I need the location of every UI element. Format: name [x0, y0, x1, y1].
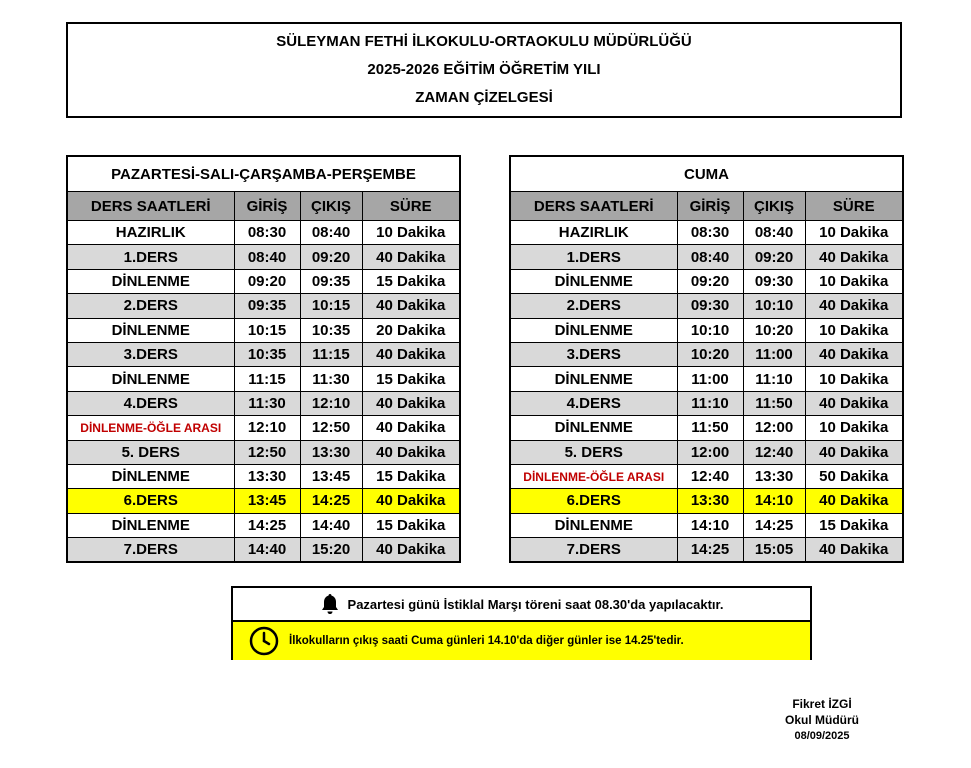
principal-role: Okul Müdürü	[785, 713, 859, 727]
duration-cell: 15 Dakika	[362, 513, 460, 537]
table-row	[510, 318, 903, 342]
lesson-cell: DİNLENME	[510, 318, 677, 342]
dismissal-note-text: İlkokulların çıkış saati Cuma günleri 14.10'da diğer günler ise 14.25'tedir.	[289, 635, 684, 647]
duration-cell: 15 Dakika	[362, 367, 460, 391]
lesson-cell: DİNLENME	[67, 318, 234, 342]
end-time-cell: 08:40	[300, 221, 362, 245]
duration-cell: 40 Dakika	[362, 538, 460, 563]
start-time-cell: 08:30	[677, 221, 743, 245]
end-time-cell: 14:10	[743, 489, 805, 513]
column-header-start: GİRİŞ	[234, 192, 300, 221]
start-time-cell: 11:30	[234, 391, 300, 415]
end-time-cell: 11:50	[743, 391, 805, 415]
end-time-cell: 15:05	[743, 538, 805, 563]
table-title: PAZARTESİ-SALI-ÇARŞAMBA-PERŞEMBE	[67, 156, 460, 192]
lesson-cell: DİNLENME	[510, 367, 677, 391]
lesson-cell: DİNLENME	[67, 513, 234, 537]
lesson-cell: DİNLENME-ÖĞLE ARASI	[67, 416, 234, 440]
start-time-cell: 13:30	[234, 464, 300, 488]
duration-cell: 40 Dakika	[362, 245, 460, 269]
lesson-cell: 2.DERS	[510, 294, 677, 318]
lesson-cell: HAZIRLIK	[510, 221, 677, 245]
end-time-cell: 11:10	[743, 367, 805, 391]
end-time-cell: 09:20	[300, 245, 362, 269]
table-row	[67, 489, 460, 513]
column-header-end: ÇIKIŞ	[743, 192, 805, 221]
duration-cell: 15 Dakika	[362, 464, 460, 488]
start-time-cell: 12:00	[677, 440, 743, 464]
lesson-cell: 4.DERS	[67, 391, 234, 415]
table-row	[510, 440, 903, 464]
lesson-cell: 1.DERS	[67, 245, 234, 269]
notes-box	[231, 586, 812, 660]
lesson-cell: DİNLENME	[67, 269, 234, 293]
end-time-cell: 13:30	[300, 440, 362, 464]
column-header-duration: SÜRE	[362, 192, 460, 221]
document-header	[66, 22, 902, 118]
table-row	[67, 391, 460, 415]
document-title: ZAMAN ÇİZELGESİ	[415, 89, 553, 106]
lesson-cell: DİNLENME	[67, 464, 234, 488]
start-time-cell: 12:10	[234, 416, 300, 440]
lesson-cell: DİNLENME-ÖĞLE ARASI	[510, 464, 677, 488]
start-time-cell: 10:15	[234, 318, 300, 342]
start-time-cell: 10:10	[677, 318, 743, 342]
lesson-cell: HAZIRLIK	[67, 221, 234, 245]
column-header-lesson: DERS SAATLERİ	[510, 192, 677, 221]
end-time-cell: 12:00	[743, 416, 805, 440]
duration-cell: 15 Dakika	[805, 513, 903, 537]
start-time-cell: 08:30	[234, 221, 300, 245]
table-row	[510, 391, 903, 415]
end-time-cell: 12:10	[300, 391, 362, 415]
end-time-cell: 11:30	[300, 367, 362, 391]
lesson-cell: DİNLENME	[510, 513, 677, 537]
column-header-duration: SÜRE	[805, 192, 903, 221]
duration-cell: 40 Dakika	[805, 440, 903, 464]
lesson-cell: 4.DERS	[510, 391, 677, 415]
end-time-cell: 13:30	[743, 464, 805, 488]
duration-cell: 40 Dakika	[805, 538, 903, 563]
start-time-cell: 12:40	[677, 464, 743, 488]
end-time-cell: 15:20	[300, 538, 362, 563]
start-time-cell: 08:40	[677, 245, 743, 269]
lesson-cell: 5. DERS	[67, 440, 234, 464]
duration-cell: 40 Dakika	[362, 416, 460, 440]
table-row	[510, 294, 903, 318]
table-row	[510, 269, 903, 293]
duration-cell: 50 Dakika	[805, 464, 903, 488]
duration-cell: 40 Dakika	[805, 342, 903, 366]
end-time-cell: 12:40	[743, 440, 805, 464]
duration-cell: 10 Dakika	[362, 221, 460, 245]
signature-date: 08/09/2025	[794, 730, 850, 742]
duration-cell: 15 Dakika	[362, 269, 460, 293]
start-time-cell: 09:20	[677, 269, 743, 293]
end-time-cell: 10:35	[300, 318, 362, 342]
academic-year: 2025-2026 EĞİTİM ÖĞRETİM YILI	[367, 61, 601, 78]
lesson-cell: 5. DERS	[510, 440, 677, 464]
signature-block	[762, 696, 882, 744]
table-row	[67, 440, 460, 464]
start-time-cell: 08:40	[234, 245, 300, 269]
table-row	[510, 489, 903, 513]
table-row	[67, 221, 460, 245]
start-time-cell: 09:30	[677, 294, 743, 318]
duration-cell: 20 Dakika	[362, 318, 460, 342]
lesson-cell: 7.DERS	[67, 538, 234, 563]
table-row	[510, 538, 903, 563]
duration-cell: 40 Dakika	[362, 391, 460, 415]
start-time-cell: 11:50	[677, 416, 743, 440]
table-row	[67, 538, 460, 563]
lesson-cell: 1.DERS	[510, 245, 677, 269]
table-row	[510, 367, 903, 391]
end-time-cell: 10:15	[300, 294, 362, 318]
anthem-note-text: Pazartesi günü İstiklal Marşı töreni saat 08.30'da yapılacaktır.	[347, 596, 724, 612]
table-row	[67, 294, 460, 318]
duration-cell: 40 Dakika	[805, 489, 903, 513]
end-time-cell: 09:20	[743, 245, 805, 269]
table-row	[67, 245, 460, 269]
duration-cell: 40 Dakika	[362, 342, 460, 366]
duration-cell: 10 Dakika	[805, 221, 903, 245]
table-row	[510, 416, 903, 440]
duration-cell: 40 Dakika	[805, 245, 903, 269]
clock-icon	[249, 626, 279, 656]
start-time-cell: 11:00	[677, 367, 743, 391]
end-time-cell: 13:45	[300, 464, 362, 488]
end-time-cell: 10:10	[743, 294, 805, 318]
column-header-start: GİRİŞ	[677, 192, 743, 221]
duration-cell: 10 Dakika	[805, 367, 903, 391]
table-row	[510, 513, 903, 537]
lesson-cell: 6.DERS	[67, 489, 234, 513]
schedule-table-friday	[509, 155, 904, 563]
start-time-cell: 14:25	[234, 513, 300, 537]
end-time-cell: 10:20	[743, 318, 805, 342]
lesson-cell: 7.DERS	[510, 538, 677, 563]
table-row	[67, 269, 460, 293]
lesson-cell: 3.DERS	[67, 342, 234, 366]
duration-cell: 40 Dakika	[805, 294, 903, 318]
end-time-cell: 09:30	[743, 269, 805, 293]
start-time-cell: 14:40	[234, 538, 300, 563]
table-row	[67, 416, 460, 440]
end-time-cell: 14:25	[743, 513, 805, 537]
anthem-note	[233, 588, 810, 622]
start-time-cell: 11:15	[234, 367, 300, 391]
dismissal-note	[233, 622, 810, 660]
school-name: SÜLEYMAN FETHİ İLKOKULU-ORTAOKULU MÜDÜRLÜĞÜ	[276, 33, 692, 50]
end-time-cell: 11:00	[743, 342, 805, 366]
schedule-table-mon-thu	[66, 155, 461, 563]
end-time-cell: 08:40	[743, 221, 805, 245]
start-time-cell: 14:25	[677, 538, 743, 563]
lesson-cell: 6.DERS	[510, 489, 677, 513]
lesson-cell: 2.DERS	[67, 294, 234, 318]
table-row	[510, 245, 903, 269]
table-title: CUMA	[510, 156, 903, 192]
table-row	[67, 342, 460, 366]
table-row	[510, 342, 903, 366]
column-header-end: ÇIKIŞ	[300, 192, 362, 221]
table-row	[510, 464, 903, 488]
end-time-cell: 12:50	[300, 416, 362, 440]
start-time-cell: 13:30	[677, 489, 743, 513]
start-time-cell: 14:10	[677, 513, 743, 537]
lesson-cell: 3.DERS	[510, 342, 677, 366]
duration-cell: 10 Dakika	[805, 318, 903, 342]
start-time-cell: 09:20	[234, 269, 300, 293]
duration-cell: 40 Dakika	[362, 489, 460, 513]
duration-cell: 40 Dakika	[362, 294, 460, 318]
start-time-cell: 09:35	[234, 294, 300, 318]
lesson-cell: DİNLENME	[510, 269, 677, 293]
duration-cell: 40 Dakika	[362, 440, 460, 464]
table-row	[67, 318, 460, 342]
lesson-cell: DİNLENME	[67, 367, 234, 391]
end-time-cell: 14:40	[300, 513, 362, 537]
principal-name: Fikret İZGİ	[792, 697, 852, 711]
lesson-cell: DİNLENME	[510, 416, 677, 440]
start-time-cell: 10:20	[677, 342, 743, 366]
start-time-cell: 13:45	[234, 489, 300, 513]
table-row	[67, 513, 460, 537]
duration-cell: 10 Dakika	[805, 416, 903, 440]
start-time-cell: 10:35	[234, 342, 300, 366]
duration-cell: 40 Dakika	[805, 391, 903, 415]
start-time-cell: 12:50	[234, 440, 300, 464]
end-time-cell: 14:25	[300, 489, 362, 513]
duration-cell: 10 Dakika	[805, 269, 903, 293]
start-time-cell: 11:10	[677, 391, 743, 415]
table-row	[67, 367, 460, 391]
table-row	[510, 221, 903, 245]
column-header-lesson: DERS SAATLERİ	[67, 192, 234, 221]
table-row	[67, 464, 460, 488]
end-time-cell: 09:35	[300, 269, 362, 293]
end-time-cell: 11:15	[300, 342, 362, 366]
bell-icon	[320, 593, 340, 615]
